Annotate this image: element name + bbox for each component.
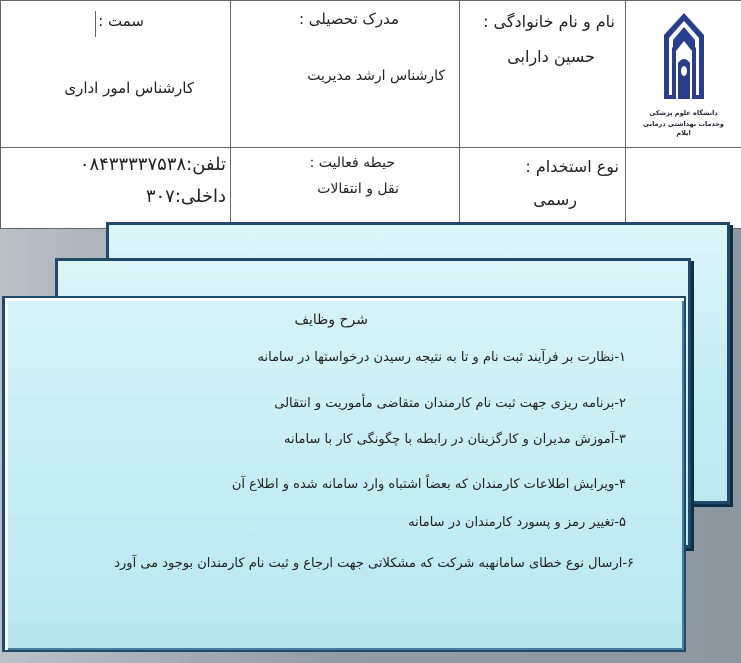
duties-title: شرح وظایف (294, 312, 368, 328)
activity-field-label: حیطه فعالیت : (309, 155, 395, 171)
activity-field-value: نقل و انتقالات (317, 181, 399, 197)
duty-item-3: ۳-آموزش مدیران و کارگزینان در رابطه با چگونگی کار با سامانه (283, 432, 626, 447)
name-label: نام و نام خانوادگی : (483, 12, 615, 31)
logo-cell (626, 1, 741, 148)
duty-item-2: ۲-برنامه ریزی جهت ثبت نام کارمندان متقاضی مأموریت و انتقالی (274, 396, 626, 411)
activity-field-cell (231, 148, 460, 229)
position-cell (1, 1, 231, 148)
logo-caption-line1: دانشگاه علوم پزشکی (649, 108, 718, 117)
position-divider (95, 11, 96, 37)
extension-number: داخلی:۳۰۷ (145, 186, 226, 207)
education-label: مدرک تحصیلی : (298, 10, 399, 28)
education-value: کارشناس ارشد مدیریت (307, 68, 445, 84)
employment-type-value: رسمی (533, 190, 577, 209)
phone-cell (1, 148, 231, 229)
duty-item-4: ۴-ویرایش اطلاعات کارمندان که بعضاً اشتباه وارد سامانه شده و اطلاع آن (231, 477, 626, 492)
phone-number: تلفن:۰۸۴۳۳۳۳۷۵۳۸ (79, 154, 226, 175)
university-logo (636, 11, 732, 138)
logo-caption-line2: وخدمات بهداشتی درمانی ایلام (643, 119, 724, 137)
position-value: کارشناس امور اداری (64, 79, 194, 97)
duty-item-5: ۵-تغییر رمز و پسورد کارمندان در سامانه (408, 515, 626, 530)
employee-info-table (0, 0, 741, 229)
duty-item-6: ۶-ارسال نوع خطای سامانهبه شرکت که مشکلاتی جهت ارجاع و ثبت نام کارمندان بوجود می آورد (114, 556, 634, 571)
name-value: حسین دارابی (507, 47, 595, 66)
name-cell (460, 1, 626, 148)
employment-type-label: نوع استخدام : (525, 157, 619, 176)
duty-item-1: ۱-نظارت بر فرآیند ثبت نام و تا به نتیجه رسیدن درخواستها در سامانه (257, 350, 626, 365)
employment-type-cell (460, 148, 626, 229)
university-emblem-icon (656, 11, 712, 103)
education-cell (231, 1, 460, 148)
position-label: سمت : (98, 12, 144, 30)
empty-cell (626, 148, 741, 229)
